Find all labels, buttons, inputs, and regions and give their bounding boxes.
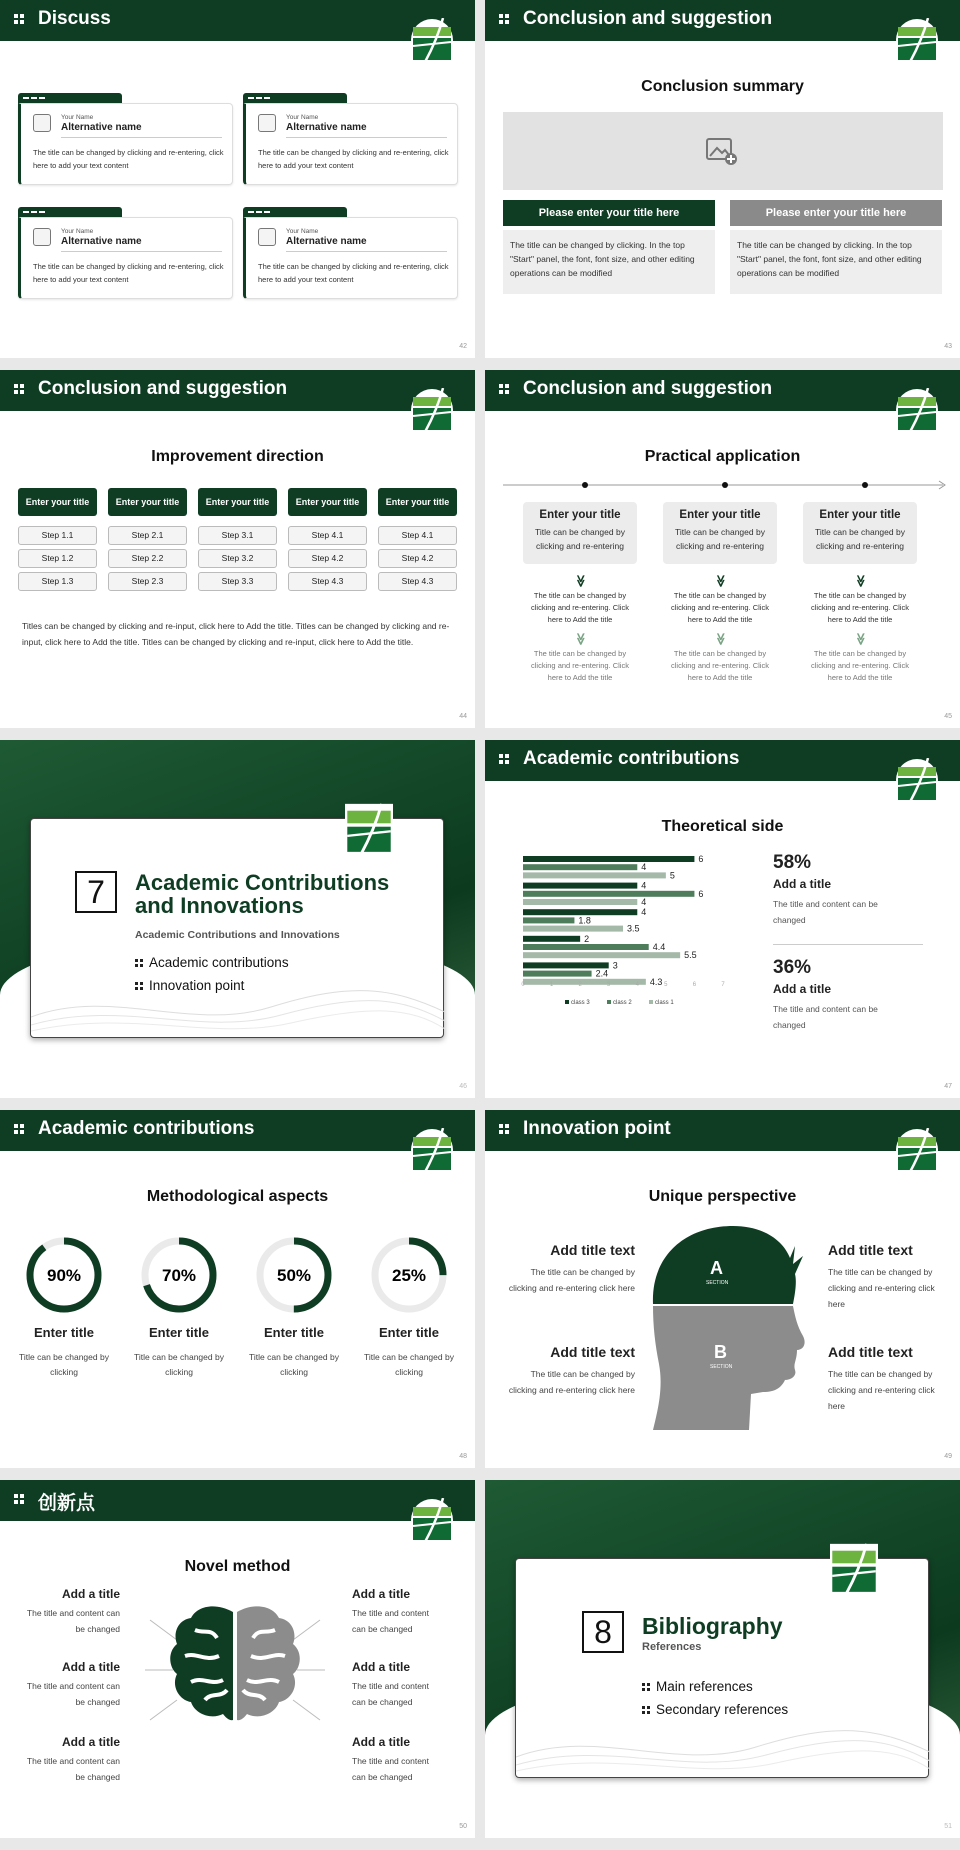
profile-card[interactable] xyxy=(243,93,458,185)
page-number: 47 xyxy=(944,1083,952,1090)
bar-chart xyxy=(503,850,743,1010)
item-heading: Add title text xyxy=(828,1344,913,1360)
ring-text: Title can be changed by clicking xyxy=(19,1352,109,1377)
chart-bar xyxy=(523,891,694,897)
chevron-down-icon: ≫ xyxy=(574,632,588,646)
chart-bar xyxy=(523,944,649,950)
section-subtitle: Improvement direction xyxy=(151,448,324,465)
image-placeholder-icon xyxy=(258,114,276,132)
chevron-down-icon: ≫ xyxy=(574,574,588,588)
profile-card[interactable] xyxy=(18,207,233,299)
legend-swatch xyxy=(565,1000,569,1004)
item-text: The title and content can be changed xyxy=(352,1756,430,1782)
wave-pattern xyxy=(516,1717,930,1777)
item-heading: Add a title xyxy=(61,1660,120,1674)
grid-dots-icon xyxy=(642,1706,650,1714)
logo-icon xyxy=(896,758,938,802)
x-tick-label: 4 xyxy=(635,982,639,988)
card-text: The title can be changed by clicking and re-entering, click here to add your text content xyxy=(33,262,224,284)
item-text: The title can be changed by clicking and re-entering click here xyxy=(508,1267,635,1293)
card-heading: Enter your title xyxy=(679,509,761,521)
ring-percent: 70% xyxy=(161,1266,197,1285)
title-button-gray[interactable]: Please enter your title here xyxy=(730,200,942,226)
page-number: 51 xyxy=(944,1823,952,1830)
ring-text: Title can be changed by clicking xyxy=(364,1352,454,1377)
slide-title: Discuss xyxy=(38,8,111,29)
item-text: The title and content can be changed xyxy=(352,1681,430,1707)
x-tick-label: 6 xyxy=(692,982,697,988)
slide-48[interactable] xyxy=(0,1110,475,1468)
section-label: SECTION xyxy=(706,1280,729,1286)
alternative-name: Alternative name xyxy=(286,122,367,133)
grid-dots-icon xyxy=(14,14,25,25)
item-text: The title can be changed by clicking and re-entering click here xyxy=(828,1267,935,1309)
progress-ring xyxy=(255,1236,333,1314)
logo-icon xyxy=(830,1543,878,1595)
section-subtitle: Practical application xyxy=(644,448,801,465)
step-box[interactable]: Step 2.1 xyxy=(108,526,187,545)
step-box[interactable]: Step 1.2 xyxy=(18,549,97,568)
section-subtitle: Novel method xyxy=(184,1558,291,1575)
legend-label: class 1 xyxy=(655,1000,674,1006)
section-title: Academic Contributions and Innovations xyxy=(135,870,390,918)
stat-text: The title and content can be changed xyxy=(773,899,878,925)
stat-text: The title and content can be changed xyxy=(773,1004,878,1030)
timeline-line xyxy=(503,480,949,490)
agenda-item[interactable]: Innovation point xyxy=(135,978,244,993)
item-heading: Add title text xyxy=(550,1344,635,1360)
bar-value-label: 2.4 xyxy=(595,968,609,979)
x-tick-label: 0 xyxy=(521,982,525,988)
column-heading[interactable]: Enter your title xyxy=(288,488,367,516)
chart-bar xyxy=(523,864,637,870)
item-heading: Add title text xyxy=(550,1242,635,1258)
grid-dots-icon xyxy=(14,384,25,395)
slide-46[interactable] xyxy=(0,740,475,1098)
slide-title: 创新点 xyxy=(38,1493,96,1514)
card-text: The title can be changed by clicking and re-entering, click here to add your text content xyxy=(33,148,224,170)
legend-swatch xyxy=(649,1000,653,1004)
slide-title: Conclusion and suggestion xyxy=(523,8,773,29)
alternative-name: Alternative name xyxy=(286,236,367,247)
label-a: A xyxy=(710,1258,723,1278)
item-heading: Add a title xyxy=(352,1660,411,1674)
logo-icon xyxy=(411,18,453,62)
section-subtitle: Conclusion summary xyxy=(641,78,804,95)
slide-title: Academic contributions xyxy=(523,748,740,769)
bar-value-label: 4.3 xyxy=(649,976,663,987)
x-tick-label: 5 xyxy=(664,982,668,988)
chart-bar xyxy=(523,979,646,985)
step-box[interactable]: Step 4.2 xyxy=(288,549,367,568)
image-placeholder-icon xyxy=(33,228,51,246)
slide-title: Innovation point xyxy=(523,1118,671,1139)
legend-swatch xyxy=(607,1000,611,1004)
chart-bar xyxy=(523,872,666,878)
grid-dots-icon xyxy=(14,1494,25,1505)
chart-bar xyxy=(523,909,637,915)
logo-icon xyxy=(896,388,938,432)
chevron-down-icon: ≫ xyxy=(714,574,728,588)
step-text: The title can be changed by clicking and re-entering. Click here to Add the title xyxy=(811,591,909,624)
step-box[interactable]: Step 3.2 xyxy=(198,549,277,568)
ring-percent: 90% xyxy=(46,1266,82,1285)
slide-header xyxy=(485,740,960,781)
legend-label: class 3 xyxy=(571,1000,590,1006)
image-placeholder-icon xyxy=(33,114,51,132)
chart-bar xyxy=(523,899,637,905)
step-card[interactable] xyxy=(523,502,637,564)
page-number: 50 xyxy=(459,1823,467,1830)
chevron-down-icon: ≫ xyxy=(714,632,728,646)
paragraph: Titles can be changed by clicking and re-input, click here to Add the title. Titles can be changed by clicking and re-input, click here to Add the title. Titles can be changed by clicking and re-input, click here to Add the title. xyxy=(22,621,450,647)
step-text: The title can be changed by clicking and re-entering. Click here to Add the title xyxy=(671,591,769,624)
stat-percent: 36% xyxy=(773,957,812,978)
card-text: Title can be changed by clicking and re-entering xyxy=(675,527,765,551)
item-heading: Add title text xyxy=(828,1242,913,1258)
wave-pattern xyxy=(31,977,445,1037)
progress-ring xyxy=(140,1236,218,1314)
item-heading: Add a title xyxy=(61,1587,120,1601)
card-heading: Enter your title xyxy=(819,509,901,521)
chart-bar xyxy=(523,883,637,889)
your-name-label: Your Name xyxy=(286,114,319,121)
ring-text: Title can be changed by clicking xyxy=(249,1352,339,1377)
chart-bar xyxy=(523,971,592,977)
section-number: 7 xyxy=(75,871,117,913)
agenda-item[interactable]: Main references xyxy=(642,1679,753,1694)
step-box[interactable]: Step 4.2 xyxy=(378,549,457,568)
chevron-down-icon: ≫ xyxy=(854,574,868,588)
progress-ring xyxy=(25,1236,103,1314)
step-box[interactable]: Step 1.3 xyxy=(18,572,97,591)
step-text: The title can be changed by clicking and re-entering. Click here to Add the title xyxy=(671,649,769,682)
bar-value-label: 4 xyxy=(641,907,647,918)
column-heading[interactable]: Enter your title xyxy=(108,488,187,516)
card-heading: Enter your title xyxy=(539,509,621,521)
slide-45[interactable] xyxy=(485,370,960,728)
step-box[interactable]: Step 2.3 xyxy=(108,572,187,591)
chart-bar xyxy=(523,936,580,942)
slide-header xyxy=(485,1110,960,1151)
slide-43[interactable] xyxy=(485,0,960,358)
item-heading: Add a title xyxy=(352,1587,411,1601)
slide-51[interactable] xyxy=(485,1480,960,1838)
page-number: 44 xyxy=(459,713,467,720)
title-button-dark[interactable]: Please enter your title here xyxy=(503,200,715,226)
alternative-name: Alternative name xyxy=(61,122,142,133)
profile-card[interactable] xyxy=(18,93,233,185)
card-text: The title can be changed by clicking and re-entering, click here to add your text content xyxy=(258,262,449,284)
bar-value-label: 4 xyxy=(641,862,647,873)
your-name-label: Your Name xyxy=(286,228,319,235)
step-text: The title can be changed by clicking and re-entering. Click here to Add the title xyxy=(811,649,909,682)
step-box[interactable]: Step 1.1 xyxy=(18,526,97,545)
brain-icon xyxy=(145,1590,325,1740)
ring-title: Enter title xyxy=(264,1325,324,1340)
text-box: The title can be changed by clicking. In the top "Start" panel, the font, font size, and other editing operations can be modified xyxy=(730,230,942,294)
slide-header xyxy=(0,370,475,411)
section-title: Bibliography xyxy=(642,1613,783,1639)
slide-50[interactable] xyxy=(0,1480,475,1838)
stat-label: Add a title xyxy=(773,982,832,996)
chart-bar xyxy=(523,856,694,862)
bar-value-label: 5 xyxy=(669,870,675,881)
x-tick-label: 3 xyxy=(607,982,611,988)
slide-title: Academic contributions xyxy=(38,1118,255,1139)
ring-title: Enter title xyxy=(379,1325,439,1340)
logo-icon xyxy=(896,18,938,62)
grid-dots-icon xyxy=(642,1683,650,1691)
page-number: 49 xyxy=(944,1453,952,1460)
x-tick-label: 1 xyxy=(549,982,554,988)
grid-dots-icon xyxy=(499,1124,510,1135)
slide-47[interactable] xyxy=(485,740,960,1098)
stat-label: Add a title xyxy=(773,877,832,891)
image-placeholder[interactable] xyxy=(503,112,943,190)
logo-icon xyxy=(411,1498,453,1542)
step-box[interactable]: Step 3.3 xyxy=(198,572,277,591)
item-text: The title and content can be changed xyxy=(352,1608,430,1634)
column-heading[interactable]: Enter your title xyxy=(198,488,277,516)
step-box[interactable]: Step 4.1 xyxy=(378,526,457,545)
grid-dots-icon xyxy=(499,14,510,25)
card-text: Title can be changed by clicking and re-entering xyxy=(815,527,905,551)
step-text: The title can be changed by clicking and re-entering. Click here to Add the title xyxy=(531,649,629,682)
add-image-icon xyxy=(706,136,738,166)
agenda-item[interactable]: Secondary references xyxy=(642,1702,788,1717)
agenda-item[interactable]: Academic contributions xyxy=(135,955,289,970)
item-text: The title and content can be changed xyxy=(26,1608,120,1634)
page-number: 45 xyxy=(944,713,952,720)
section-card xyxy=(515,1558,929,1778)
step-box[interactable]: Step 4.3 xyxy=(288,572,367,591)
label-b: B xyxy=(714,1342,727,1362)
slide-header xyxy=(485,0,960,41)
ring-title: Enter title xyxy=(149,1325,209,1340)
slide-title: Conclusion and suggestion xyxy=(38,378,288,399)
x-tick-label: 7 xyxy=(721,982,725,988)
section-subtitle: Methodological aspects xyxy=(146,1188,329,1205)
ring-text: Title can be changed by clicking xyxy=(134,1352,224,1377)
step-card[interactable] xyxy=(663,502,777,564)
logo-icon xyxy=(411,1128,453,1172)
bar-value-label: 4 xyxy=(641,897,647,907)
bar-value-label: 5.5 xyxy=(684,950,697,961)
section-subtitle: References xyxy=(642,1641,702,1653)
ring-title: Enter title xyxy=(34,1325,94,1340)
grid-dots-icon xyxy=(499,384,510,395)
item-text: The title can be changed by clicking and re-entering click here xyxy=(508,1369,635,1395)
grid-dots-icon xyxy=(14,1124,25,1135)
slide-header xyxy=(0,0,475,41)
legend-label: class 2 xyxy=(613,1000,632,1006)
section-label: SECTION xyxy=(710,1364,733,1370)
section-number: 8 xyxy=(582,1611,624,1653)
x-tick-label: 2 xyxy=(578,982,582,988)
slide-42[interactable] xyxy=(0,0,475,358)
progress-ring xyxy=(370,1236,448,1314)
item-text: The title can be changed by clicking and re-entering click here xyxy=(828,1369,935,1411)
slide-49[interactable] xyxy=(485,1110,960,1468)
step-text: The title can be changed by clicking and re-entering. Click here to Add the title xyxy=(531,591,629,624)
item-heading: Add a title xyxy=(61,1735,120,1749)
step-card[interactable] xyxy=(803,502,917,564)
grid-dots-icon xyxy=(499,754,510,765)
your-name-label: Your Name xyxy=(61,228,94,235)
bar-value-label: 3.5 xyxy=(627,923,640,934)
slide-title: Conclusion and suggestion xyxy=(523,378,773,399)
profile-card[interactable] xyxy=(243,207,458,299)
page-number: 48 xyxy=(459,1453,467,1460)
section-subtitle: Theoretical side xyxy=(661,818,784,835)
your-name-label: Your Name xyxy=(61,114,94,121)
bar-value-label: 1.8 xyxy=(578,915,591,926)
logo-icon xyxy=(896,1128,938,1172)
divider xyxy=(773,944,923,945)
card-text: The title can be changed by clicking and re-entering, click here to add your text content xyxy=(258,148,449,170)
step-box[interactable]: Step 4.1 xyxy=(288,526,367,545)
stat-percent: 58% xyxy=(773,852,812,873)
step-box[interactable]: Step 3.1 xyxy=(198,526,277,545)
slide-header xyxy=(0,1480,475,1521)
bar-value-label: 6 xyxy=(698,888,704,899)
item-text: The title and content can be changed xyxy=(26,1681,120,1707)
section-subtitle: Academic Contributions and Innovations xyxy=(135,929,340,941)
bar-value-label: 6 xyxy=(698,854,704,864)
item-heading: Add a title xyxy=(352,1735,411,1749)
chart-bar xyxy=(523,917,574,923)
column-heading[interactable]: Enter your title xyxy=(378,488,457,516)
step-box[interactable]: Step 2.2 xyxy=(108,549,187,568)
bar-value-label: 4.4 xyxy=(652,942,666,952)
slide-header xyxy=(485,370,960,411)
step-box[interactable]: Step 4.3 xyxy=(378,572,457,591)
column-heading[interactable]: Enter your title xyxy=(18,488,97,516)
section-card xyxy=(30,818,444,1038)
slide-44[interactable] xyxy=(0,370,475,728)
page-number: 43 xyxy=(944,343,952,350)
chart-bar xyxy=(523,962,609,968)
chevron-down-icon: ≫ xyxy=(854,632,868,646)
image-placeholder-icon xyxy=(258,228,276,246)
chart-bar xyxy=(523,926,623,932)
head-silhouette-icon xyxy=(645,1216,805,1436)
ring-percent: 50% xyxy=(276,1266,312,1285)
logo-icon xyxy=(411,388,453,432)
slide-header xyxy=(0,1110,475,1151)
ring-percent: 25% xyxy=(391,1266,427,1285)
chart-bar xyxy=(523,952,680,958)
section-subtitle: Unique perspective xyxy=(648,1188,797,1205)
bar-value-label: 3 xyxy=(612,960,618,971)
grid-dots-icon xyxy=(135,959,143,967)
bar-value-label: 2 xyxy=(584,933,590,944)
card-text: Title can be changed by clicking and re-entering xyxy=(535,527,625,551)
bar-value-label: 4 xyxy=(641,880,647,891)
page-number: 42 xyxy=(459,343,467,350)
page-number: 46 xyxy=(459,1083,467,1090)
logo-icon xyxy=(345,803,393,855)
alternative-name: Alternative name xyxy=(61,236,142,247)
text-box: The title can be changed by clicking. In the top "Start" panel, the font, font size, and other editing operations can be modified xyxy=(503,230,715,294)
item-text: The title and content can be changed xyxy=(26,1756,120,1782)
